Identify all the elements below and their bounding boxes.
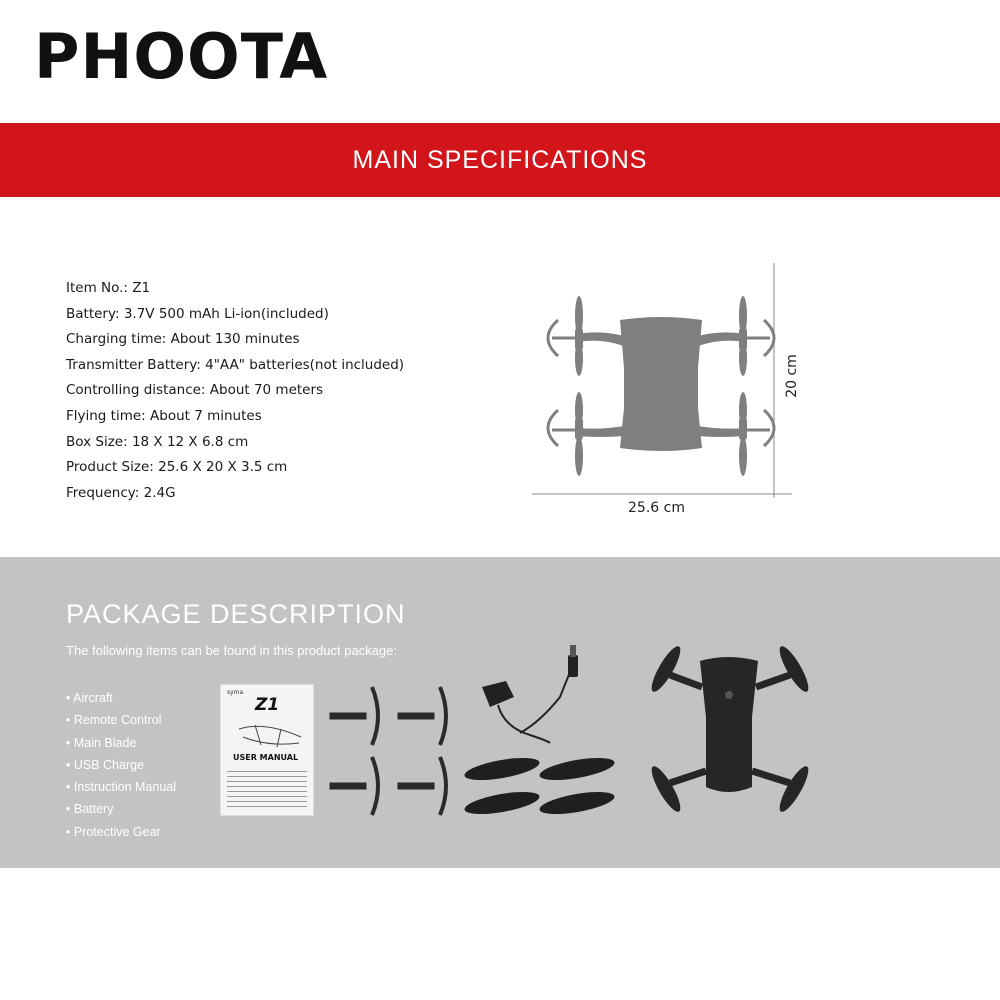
spec-product-size: Product Size: 25.6 X 20 X 3.5 cm (66, 459, 288, 476)
package-item: • Remote Control (66, 709, 176, 731)
brand-logo: PHOOTA (34, 20, 329, 93)
package-item: • Protective Gear (66, 821, 176, 843)
package-section (0, 557, 1000, 868)
battery-charger-icon (482, 672, 570, 743)
spec-controlling-distance: Controlling distance: About 70 meters (66, 382, 324, 399)
aircraft-icon (647, 643, 813, 815)
spec-transmitter-battery: Transmitter Battery: 4"AA" batteries(not included) (66, 356, 405, 373)
package-item: • Battery (66, 798, 176, 820)
package-item: • Main Blade (66, 732, 176, 754)
package-item: • Instruction Manual (66, 776, 176, 798)
package-item: • USB Charge (66, 754, 176, 776)
spec-box-size: Box Size: 18 X 12 X 6.8 cm (66, 433, 249, 450)
banner-title: MAIN SPECIFICATIONS (352, 145, 648, 174)
width-dimension-label: 25.6 cm (628, 500, 685, 516)
protective-gear-icon (330, 687, 446, 815)
drone-dimension-diagram (520, 258, 810, 528)
drone-silhouette-icon (548, 296, 774, 476)
spec-flying-time: Flying time: About 7 minutes (66, 407, 262, 424)
height-dimension-label: 20 cm (783, 354, 800, 398)
main-blade-icon (463, 754, 616, 819)
spec-frequency: Frequency: 2.4G (66, 484, 176, 501)
package-title: PACKAGE DESCRIPTION (66, 599, 406, 629)
specifications-banner (0, 123, 1000, 197)
package-subtitle: The following items can be found in this product package: (66, 643, 397, 658)
manual-brand: syma (227, 689, 244, 696)
spec-item-number: Item No.: Z1 (66, 280, 151, 296)
package-item: • Aircraft (66, 687, 176, 709)
package-contents-art (0, 557, 1000, 868)
manual-title: USER MANUAL (233, 753, 299, 762)
spec-charging-time: Charging time: About 130 minutes (66, 331, 300, 348)
spec-battery: Battery: 3.7V 500 mAh Li-ion(included) (66, 305, 329, 322)
specifications-list (66, 276, 404, 506)
manual-model: Z1 (255, 695, 280, 715)
usb-cable-icon (568, 645, 578, 677)
